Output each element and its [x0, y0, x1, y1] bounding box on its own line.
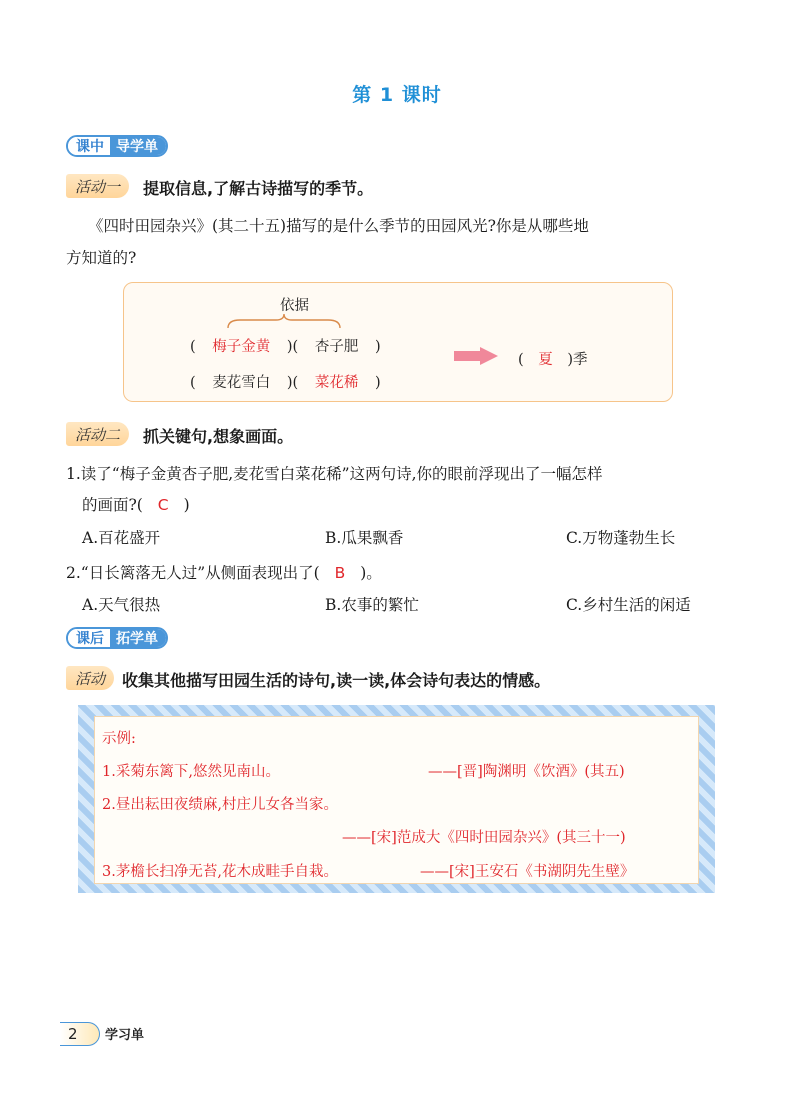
example-3-source: ——[宋]王安石《书湖阴先生壁》: [420, 864, 635, 880]
row2-close-paren: ): [374, 375, 381, 391]
q2-option-b: B.农事的繁忙: [325, 596, 419, 614]
example-2-source: ——[宋]范成大《四时田园杂兴》(其三十一): [342, 830, 626, 846]
activity-3-heading: 收集其他描写田园生活的诗句,读一读,体会诗句表达的情感。: [122, 671, 551, 690]
section-pill-right: 拓学单: [110, 629, 166, 647]
example-2-text: 2.昼出耘田夜绩麻,村庄儿女各当家。: [102, 797, 338, 813]
q2-option-a: A.天气很热: [82, 596, 161, 614]
question-1-line1: 1.读了“梅子金黄杏子肥,麦花雪白菜花稀”这两句诗,你的眼前浮现出了一幅怎样: [66, 465, 603, 483]
question-1-prefix: 的画面?(: [82, 496, 143, 514]
season-close-paren: )季: [567, 352, 588, 368]
section-pill-right: 导学单: [110, 137, 166, 155]
example-1-text: 1.采菊东篱下,悠然见南山。: [102, 764, 280, 780]
section-pill-left: 课后: [68, 629, 110, 647]
q2-option-c: C.乡村生活的闲适: [566, 596, 691, 614]
section-pill-in-class: [66, 135, 168, 157]
q1-option-b: B.瓜果飘香: [325, 529, 404, 547]
evidence-brace-icon: [226, 312, 342, 330]
activity-1-tag: 活动一: [66, 174, 129, 198]
row1-open-paren: (: [190, 339, 196, 355]
row2-answer-2: 菜花稀: [314, 375, 359, 391]
arrow-right-icon: [454, 347, 498, 365]
footer-label: 学习单: [105, 1028, 145, 1043]
question-1-answer: C: [157, 496, 169, 514]
q1-option-c: C.万物蓬勃生长: [566, 529, 676, 547]
activity-2-tag: 活动二: [66, 422, 129, 446]
example-1-source: ——[晋]陶渊明《饮酒》(其五): [428, 764, 625, 780]
row2-item-1: 麦花雪白: [212, 375, 271, 391]
evidence-row-2: [190, 371, 381, 392]
question-2: [66, 561, 382, 583]
evidence-label: 依据: [280, 298, 309, 314]
row1-item-2: 杏子肥: [314, 339, 359, 355]
q1-option-a: A.百花盛开: [82, 529, 161, 547]
question-2-answer: B: [334, 564, 346, 582]
activity-1-question-line2: 方知道的?: [66, 249, 137, 267]
evidence-row-1: [190, 335, 381, 356]
row1-close-paren: ): [374, 339, 381, 355]
question-2-suffix: )。: [360, 564, 382, 582]
row1-mid-paren: )(: [286, 339, 299, 355]
row2-open-paren: (: [190, 375, 196, 391]
activity-2-heading: 抓关键句,想象画面。: [143, 427, 294, 446]
question-1-suffix: ): [183, 496, 190, 514]
season-answer: 夏: [538, 352, 553, 368]
question-1-line2: [82, 493, 190, 515]
example-3-text: 3.茅檐长扫净无苔,花木成畦手自栽。: [102, 864, 338, 880]
page-title: 第 1 课时: [352, 84, 442, 106]
question-2-prefix: 2.“日长篱落无人过”从侧面表现出了(: [66, 564, 320, 582]
activity-1-heading: 提取信息,了解古诗描写的季节。: [143, 179, 374, 198]
activity-3-tag: 活动: [66, 666, 114, 690]
season-open-paren: (: [518, 352, 524, 368]
row1-answer-1: 梅子金黄: [212, 339, 271, 355]
activity-1-question-line1: 《四时田园杂兴》(其二十五)描写的是什么季节的田园风光?你是从哪些地: [88, 217, 589, 235]
page-number: 2: [60, 1022, 100, 1046]
section-pill-after-class: [66, 627, 168, 649]
season-result: [518, 348, 588, 369]
row2-mid-paren: )(: [286, 375, 299, 391]
example-label: 示例:: [102, 731, 136, 747]
section-pill-left: 课中: [68, 137, 110, 155]
